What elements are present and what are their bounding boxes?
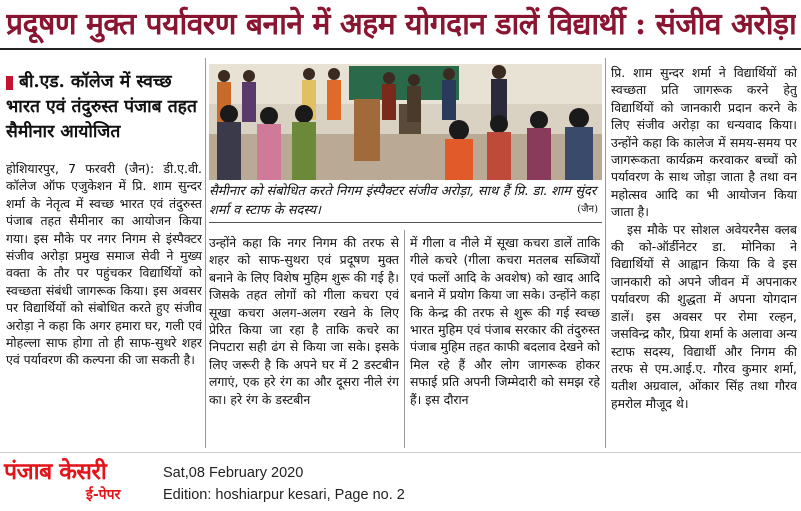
column-2: [209, 234, 399, 450]
column-divider: [404, 230, 405, 448]
photo-caption: [209, 182, 602, 223]
column-divider: [605, 58, 606, 448]
edition-info: Edition: hoshiarpur kesari, Page no. 2: [163, 487, 405, 503]
column-3: [410, 234, 600, 450]
column-4-text-2: इस मौके पर सोशल अवेयरनैस क्लब की को-ऑर्डीनेटर डा. मोनिका ने विद्यार्थियों से आह्वान किया कि वे इस जानकारी को अपने जीवन में अपनाकर पर्यावरण की शुद्धता में अपना योगदान डालें। इस अवसर पर रोमा रल्हन, जसविन्द्र कौर, प्रिया शर्मा के अलावा अन्य स्टाफ सदस्य, विद्यार्थी और निगम की तरफ से एम.आई.ए. गौरव कुमार शर्मा, यतीश अग्रवाल, ओंकार सिंह तथा गौरव हमरोल मौजूद थे।: [611, 221, 797, 411]
footer-rule: [0, 452, 801, 453]
headline: प्रदूषण मुक्त पर्यावरण बनाने में अहम योगदान डालें विद्यार्थी : संजीव अरोड़ा: [6, 7, 796, 42]
column-2-text: उन्होंने कहा कि नगर निगम की तरफ से शहर को साफ-सुथरा एवं प्रदूषण मुक्त बनाने के लिए विशेष मुहिम शुरू की गई है। जिसके तहत लोगों को गीला कचरा एवं सूखा कचरा अलग-अलग रखने के लिए प्रेरित किया जा रहा है ताकि कचरे का निपटारा सही ढंग से किया जा सके। इसके लिए जरूरी है कि अपने घर में 2 डस्टबीन लगाएं, एक हरे रंग का और दूसरा नीले रंग का। हरे रंग के डस्टबीन: [209, 235, 399, 407]
news-photo: [209, 64, 602, 180]
brand-sub: ई-पेपर: [86, 487, 121, 503]
column-4: [611, 64, 797, 450]
caption-text: सैमीनार को संबोधित करते निगम इंस्पैक्टर संजीव अरोड़ा, साथ हैं प्रि. डा. शाम सुंदर शर्मा व स्टाफ के सदस्य।: [209, 184, 597, 218]
subhead-marker: [6, 76, 13, 90]
brand-logo: [4, 458, 154, 506]
column-divider: [205, 58, 206, 448]
column-1-text: होशियारपुर, 7 फरवरी (जैन): डी.ए.वी. कॉलेज ऑफ एजुकेशन में प्रि. शाम सुन्दर शर्मा के नेतृत्व में स्वच्छ भारत एवं तंदुरुस्त पंजाब तहत सैमीनार का आयोजन किया गया। इस मौके पर नगर निगम से इंस्पैक्टर संजीव अरोड़ा प्रमुख समाज सेवी ने मुख्य वक्ता के तौर पर पहुंचकर विद्यार्थियों को स्वच्छता संबंधी जागरूक किया। इस अवसर पर विद्यार्थियों को संबोधित करते हुए संजीव अरोड़ा ने कहा कि अगर हमारा घर, गली एवं मोहल्ला साफ होगा तो ही साफ-सुथरे शहर एवं पर्यावरण की कल्पना की जा सकती है।: [6, 161, 202, 368]
caption-credit: (जैन): [577, 204, 598, 215]
headline-rule: [0, 48, 801, 50]
column-4-text-1: प्रि. शाम सुन्दर शर्मा ने विद्यार्थियों को स्वच्छता प्रति जागरूक करने हेतु विद्यार्थियों को जानकारी प्रदान करने के लिए संजीव अरोड़ा का धन्यवाद किया। उन्होंने कहा कि कालेज में समय-समय पर जागरूकता कार्यक्रम करवाकर बच्चों को पर्यावरण के साथ जोड़ा जाता है तथा वन महोत्सव आदि का भी आयोजन किया जाता है।: [611, 65, 797, 220]
column-3-text: में गीला व नीले में सूखा कचरा डालें ताकि गीले कचरे (गीला कचरा मतलब सब्जियों एवं फलों आदि के अवशेष) को खाद आदि बनाने में प्रयोग किया जा सके। उन्होंने कहा कि केन्द्र की तरफ से शुरू की गई स्वच्छ भारत मुहिम एवं पंजाब सरकार की तंदुरुस्त पंजाब मुहिम तहत काफी बदलाव देखने को मिल रहे हैं और लोग जागरूक होकर सफाई प्रति अपनी जिम्मेदारी को समझ रहे हैं। इस दौरान: [410, 235, 600, 407]
subheadline: [6, 70, 202, 145]
edition-date: Sat,08 February 2020: [163, 465, 304, 481]
column-1: [6, 160, 202, 450]
subheadline-text: बी.एड. कॉलेज में स्वच्छ भारत एवं तंदुरुस्त पंजाब तहत सैमीनार आयोजित: [6, 72, 197, 142]
brand-name: पंजाब केसरी: [4, 459, 107, 485]
